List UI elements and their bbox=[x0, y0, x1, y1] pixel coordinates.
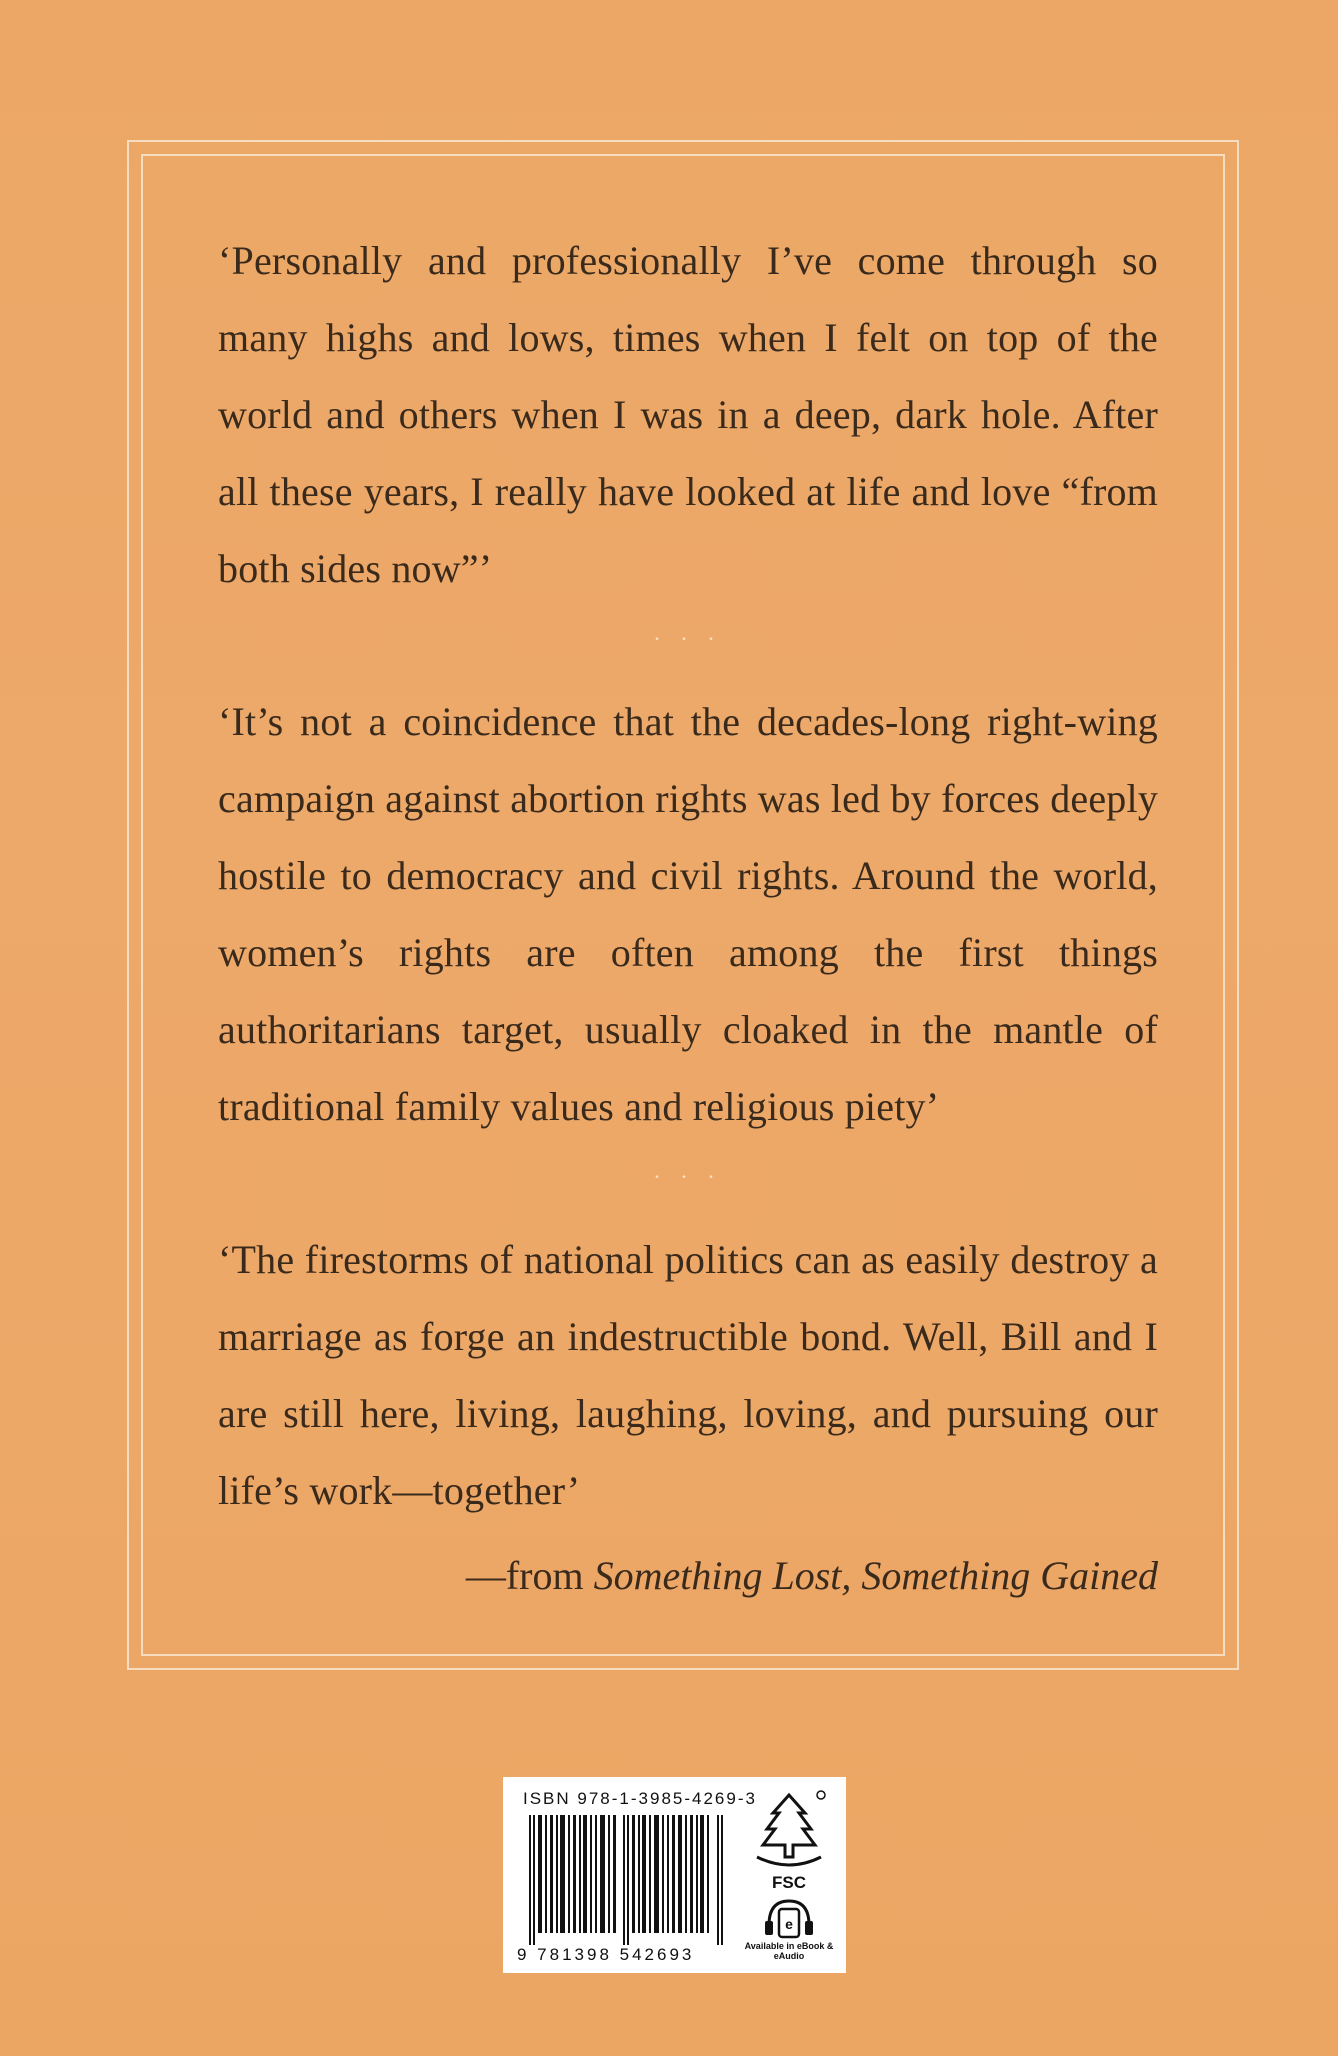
quotes-block bbox=[218, 222, 1158, 1614]
book-title: Something Lost, Something Gained bbox=[593, 1553, 1158, 1598]
barcode-bars bbox=[523, 1815, 733, 1945]
separator-1: . . . bbox=[654, 620, 722, 645]
quote-2: ‘It’s not a coincidence that the decades-long right-wing campaign against abortion rights was led by forces deeply hostile to democracy and civil rights. Around the world, women’s rights are often among the first things authoritarians target, usually cloaked in the mantle of traditional family values and religious piety’ bbox=[218, 699, 1159, 1129]
ebook-label: Available in eBook & eAudio bbox=[744, 1941, 834, 1961]
ebook-audio-icon bbox=[761, 1895, 817, 1941]
fsc-label: FSC bbox=[772, 1873, 806, 1892]
isbn-label: ISBN 978-1-3985-4269-3 bbox=[523, 1789, 757, 1808]
quote-3: ‘The firestorms of national politics can as easily destroy a marriage as forge an indestructible bond. Well, Bill and I are still here, living, laughing, loving, and pursuing our life’s work—together’ bbox=[218, 1237, 1158, 1513]
barcode-icon bbox=[523, 1815, 733, 1945]
attribution bbox=[218, 1537, 1158, 1614]
quote-1: ‘Personally and professionally I’ve come through so many highs and lows, times when I felt on top of the world and others when I was in a deep, dark hole. After all these years, I really have looked at life and love “from both sides now”’ bbox=[218, 238, 1158, 591]
barcode-panel bbox=[503, 1777, 846, 1973]
barcode-number: 9 781398 542693 bbox=[517, 1945, 695, 1964]
svg-text:e: e bbox=[785, 1916, 793, 1932]
separator-2: . . . bbox=[654, 1158, 722, 1183]
fsc-tree-icon bbox=[749, 1787, 829, 1877]
attribution-prefix: —from bbox=[465, 1553, 594, 1598]
